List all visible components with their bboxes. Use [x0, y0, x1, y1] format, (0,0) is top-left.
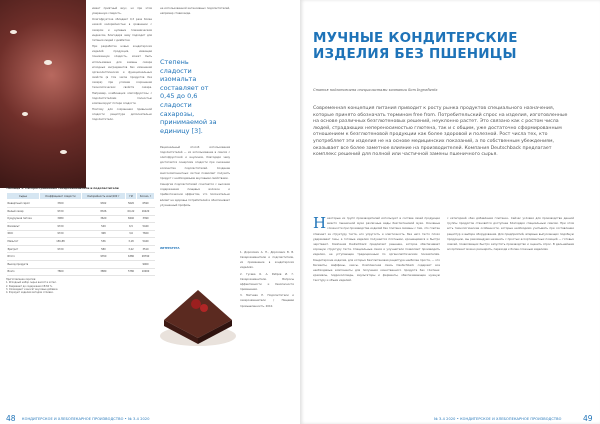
table-row — [7, 223, 155, 231]
table-header-cell: Коэффициент сладости — [40, 193, 82, 200]
table-cell: 6,5 — [125, 223, 136, 231]
table-row — [7, 200, 155, 208]
table-cell: 536 — [81, 238, 125, 246]
table-row — [7, 207, 155, 215]
table-cell: 3080 — [40, 215, 82, 223]
cake-photo — [158, 276, 238, 348]
table-cell: 7820 — [137, 230, 155, 238]
table-row — [7, 245, 155, 253]
table-note: 2. Уваривают до содержания СВ 84 %. — [6, 284, 53, 288]
table-cell: 156,88 — [40, 238, 82, 246]
table-cell: 3620 — [81, 215, 125, 223]
article-byline: Статья подготовлена специалистами компании Sem Ingredients — [313, 88, 438, 92]
table-cell: Инвертный сироп — [7, 200, 40, 208]
table-cell: 6380 — [125, 253, 136, 261]
table-cell: Изомальт — [7, 223, 40, 231]
page-number: 49 — [583, 414, 593, 423]
table-notes — [6, 278, 155, 294]
table-cell: 5440 — [137, 238, 155, 246]
left-column-2 — [160, 145, 230, 209]
table-cell — [125, 261, 136, 269]
table-cell: 3510 — [137, 245, 155, 253]
table-cell: Итого — [7, 253, 40, 261]
page-number: 48 — [6, 414, 16, 423]
table-cell: Всего — [7, 268, 40, 276]
table-cell: 3,6 — [125, 230, 136, 238]
paragraph: При разработке новых кондитерских изделий продукция, имеющая пониженную сладость, может быть использована для замены сахара исходных ингредиентов без изменения органолептических и функциональных свойств (в том числе продуктов без сахара) при условии сохранения технологических свойств сахара. Например, комбинация олигофруктозы с подсластителями полностью компенсирует потери сладости. — [92, 45, 152, 105]
ingredients-table-block — [6, 186, 155, 294]
table-note: Приготовление сиропов: — [6, 278, 37, 282]
paragraph: Олигофруктоза обладает 0,3 раза более низкой калорийностью в сравнении с сахаром и нулевым гликемическим индексом, благодаря чему подходит для питания людей с диабетом. — [92, 18, 152, 42]
table-cell: 9720 — [40, 207, 82, 215]
paragraph: Рациональный способ использования подсластителей — их использование в смесях с олигофруктозой и инулином, благодаря чему достигается синергизм сладости при снижении количества подсластителей. Создание многокомпонентных систем позволяет получить продукт с необходимыми вкусовыми свойствами. — [160, 146, 230, 180]
paragraph: Поэтому для сохранения привычной сладости рецептура дополнительно подсластители. — [92, 107, 152, 122]
right-footer — [300, 412, 600, 424]
right-column-2 — [447, 216, 574, 252]
table-header-row — [7, 193, 155, 200]
paragraph: Синергия подсластителей сочетается с высоким содержанием пищевых волокон и пребиотическим эффектом, что положительно влияет на здоровье потребителей и обеспечивает улучшенный профиль. — [160, 183, 230, 207]
literature-list — [240, 250, 294, 310]
literature-item: 2. Гусева О. А. Ребров И. Г. Сахарозаменители. Вопросы эффективности и безопасности применения. — [240, 272, 294, 292]
article-lede: Современная концепция питания приводит к росту рынка продуктов специального назначения, которые принято обозначать термином free from. Потребительский спрос на изделия, изготовленные на основе различных безглютеновых решений, неуклонно растет. Это связано как с ростом числа людей, страдающих непереносимостью глютена, так и с общим, уже достаточно сформированным отношением к безглютеновой продукции как более здоровой и полезной. Рост числа тех, кто употребляет эти изделия не на основе медицинских показаний, а по собственным убеждениям, оказывает все более заметное влияние на производителей. Компания Deutschback предлагает комплекс решений для полной или частичной замены пшеничного сырья. — [313, 106, 568, 158]
literature-item: 1. Дорохович А. Н., Дорохович В. В. Сахарозаменители и подсластители, их применение в кондитерских изделиях. — [240, 251, 294, 270]
footer-text: № 3-4 2020 • КОНДИТЕРСКОЕ И ХЛЕБОПЕКАРНОЕ ПРОИЗВОДСТВО — [434, 416, 562, 421]
table-cell: 9720 — [40, 223, 82, 231]
table-header-cell: Сырье — [7, 193, 40, 200]
table-header-cell: Калорийность ккал/100 г — [81, 193, 125, 200]
left-column-1 — [92, 6, 152, 123]
literature-item: 3. Матчева Е. Подсластители и сахарозаменители / Пищевая промышленность. 2010. — [240, 294, 294, 308]
table-note: 4. Формуют изделия методом отливки. — [6, 290, 54, 294]
table-cell: 9720 — [40, 230, 82, 238]
article-heading: МУЧНЫЕ КОНДИТЕРСКИЕ ИЗДЕЛИЯ БЕЗ ПШЕНИЦЫ — [313, 30, 518, 62]
table-cell: 5620 — [125, 200, 136, 208]
table-row — [7, 230, 155, 238]
table-cell: 9302 — [81, 200, 125, 208]
table-cell: 3300 — [40, 200, 82, 208]
table-cell — [81, 261, 125, 269]
table-cell: 8440 — [125, 215, 136, 223]
footer-text: КОНДИТЕРСКОЕ И ХЛЕБОПЕКАРНОЕ ПРОИЗВОДСТВО • № 3-4 2020 — [22, 416, 150, 421]
table-cell: Мальтит — [7, 238, 40, 246]
paragraph: екоторые из групп производителей используют в составе своей продукции вместо пшеничной муки различные виды безглютеновой муки. Основные сложности при производстве изделий без глютена связаны с тем, что глютен отвечает за структуру теста, его упругость и эластичность. Без него тесто плохо удерживает газы, а готовые изделия получаются плотными, крошащимися и быстро черствеют. Компания Deutschback предлагает решение, которое обеспечивает хорошую структуру теста. Специальные смеси и улучшители позволяют производить изделия, не уступающие традиционным по органолептическим показателям. Кондитерские изделия, для которых безглютеновая рецептура наиболее проста, — это бисквиты, маффины, кексы. Комплексная смесь Deutschback содержит все необходимые компоненты для получения качественного продукта без глютена: крахмалы, гидроколлоиды, эмульгаторы и ферменты, обеспечивающие нужную текстуру и объем изделий. — [313, 216, 440, 283]
table-row — [7, 215, 155, 223]
right-column-1 — [313, 216, 440, 284]
table-row — [7, 268, 155, 276]
drop-cap: Н — [313, 214, 327, 232]
table-row — [7, 238, 155, 246]
table-cell: 9350 — [81, 253, 125, 261]
table-cell: 3390 — [137, 215, 155, 223]
pull-quote: Степень сладости изомальта составляет от 0,45 до 0,6 сладости сахарозы, принимаемой за единицу [3]. — [160, 58, 217, 135]
table-cell: ФОС — [7, 230, 40, 238]
literature-section — [160, 246, 230, 252]
table-title: Таблица 1. Распространенные сахарозаменители и подсластители — [6, 186, 119, 190]
table-cell: 60,22 — [125, 207, 136, 215]
left-column-2-top — [160, 6, 230, 17]
paragraph: с категорией «без добавления глютена». Сейчас условия для производства данной группы продуктов становятся доступнее благодаря специальным смесям. При этом есть технологические особенности, которые необходимо учитывать при составлении рецептур и выборе оборудования. Для предприятий, впервые выпускающих подобную продукцию, мы рекомендуем начинать с простых ассортиментных позиций — готовых смесей, позволяющих быстро запустить производство и оценить спрос. В дальнейшем ассортимент можно расширять, переходя к более сложным изделиям. — [447, 216, 574, 252]
right-page — [300, 0, 600, 424]
table-cell: 5780 — [125, 268, 136, 276]
table-row — [7, 253, 155, 261]
table-cell: 3,22 — [125, 245, 136, 253]
paragraph: не использованной интенсивных подсластителей, например стевиозида. — [160, 7, 230, 16]
table-note: 3. Охлаждают и вносят вкусовые добавки. — [6, 287, 59, 291]
table-cell: 549 — [81, 223, 125, 231]
table-cell — [40, 253, 82, 261]
literature-title: ЛИТЕРАТУРА — [160, 247, 180, 250]
table-cell — [40, 261, 82, 269]
table-cell: 10000 — [137, 268, 155, 276]
table-header-cell: ГИ — [125, 193, 136, 200]
table-cell: 3880 — [81, 268, 125, 276]
table-cell: 6590 — [137, 200, 155, 208]
table-cell: Кукурузная патока — [7, 215, 40, 223]
table-cell: 9720 — [40, 245, 82, 253]
table-row — [7, 261, 155, 269]
left-footer — [0, 412, 300, 424]
table-cell: 7800 — [40, 268, 82, 276]
table-note: 1. Исходный набор сырья вносят в котел. — [6, 281, 57, 285]
table-cell: 5440 — [137, 223, 155, 231]
table-cell: Белый сахар — [7, 207, 40, 215]
table-cell: 580 — [81, 245, 125, 253]
paragraph: имеет приятный вкус, но при этом умеренную сладость. — [92, 7, 152, 16]
table-header-cell: Кол-во, г — [137, 193, 155, 200]
ingredients-table — [6, 192, 155, 276]
table-cell: Эритрит — [7, 245, 40, 253]
table-cell: 28790 — [137, 253, 155, 261]
table-cell: 16220 — [137, 207, 155, 215]
dessert-photo — [0, 0, 86, 188]
table-cell: 368 — [81, 230, 125, 238]
table-cell: Выход продукта — [7, 261, 40, 269]
table-cell: 8326 — [81, 207, 125, 215]
table-cell: 9000 — [137, 261, 155, 269]
table-cell: 3,18 — [125, 238, 136, 246]
